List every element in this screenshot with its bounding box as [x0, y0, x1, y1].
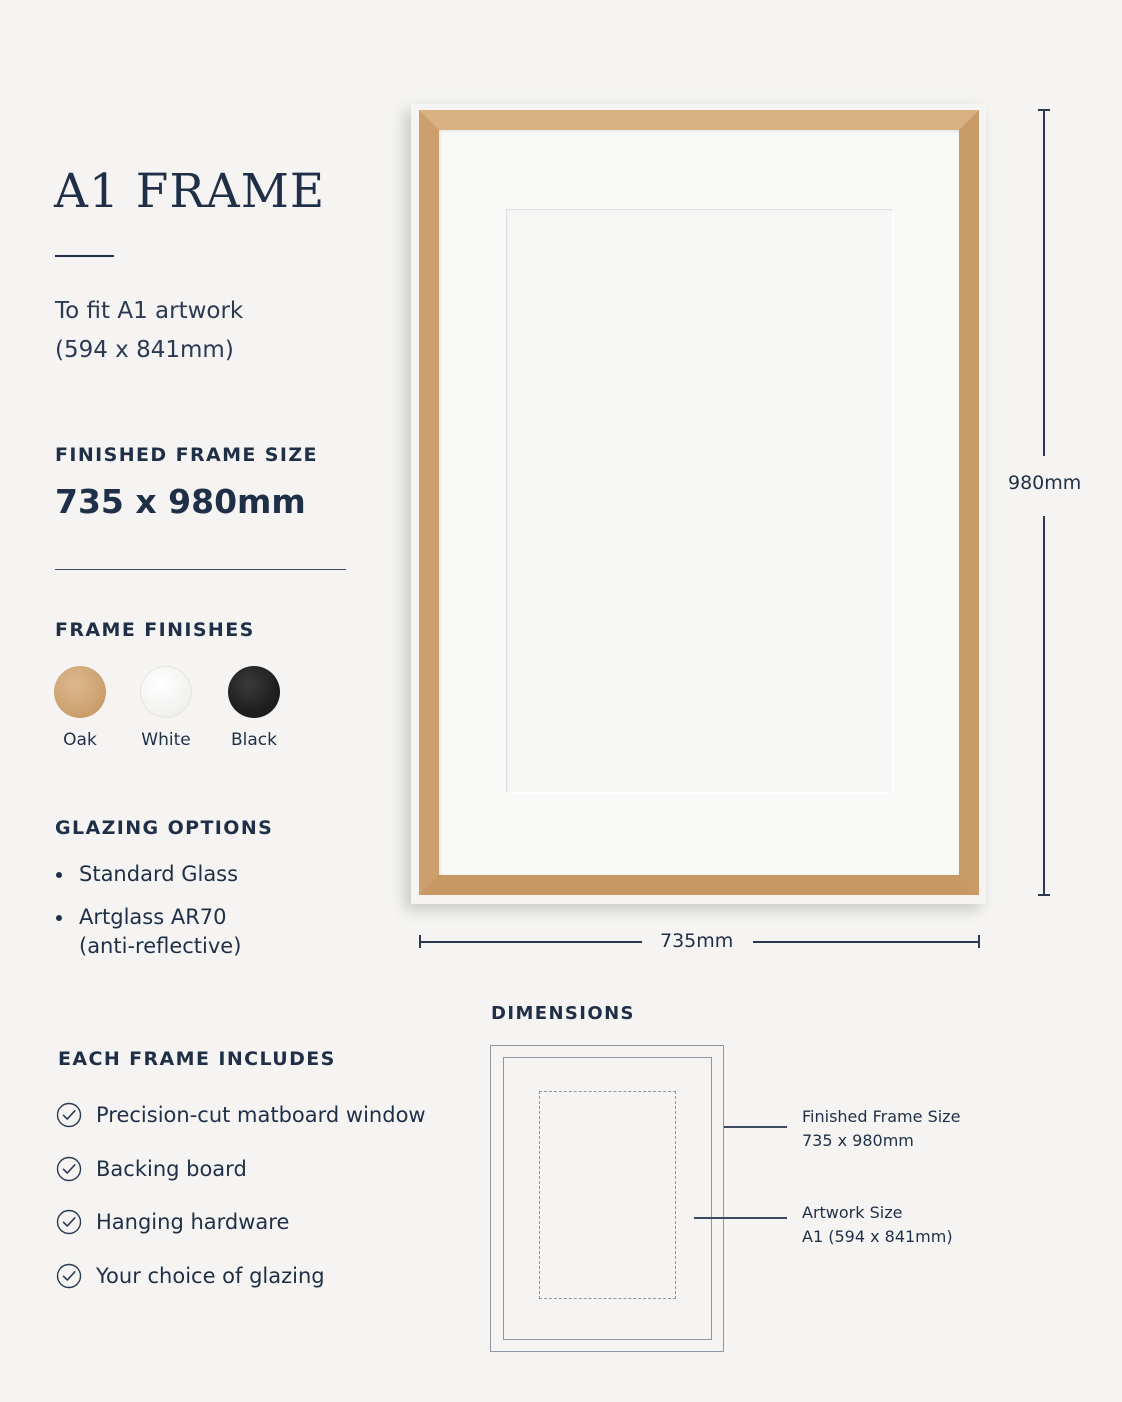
check-circle-icon — [56, 1209, 82, 1235]
black-swatch-label: Black — [231, 730, 277, 750]
width-dimension-cap-right — [978, 935, 980, 948]
width-dimension-label: 735mm — [660, 930, 734, 952]
finished-size-callout-value: 735 x 980mm — [802, 1131, 914, 1150]
glazing-options-heading: GLAZING OPTIONS — [55, 817, 274, 839]
artwork-fit-description — [55, 292, 243, 370]
frame-finishes-heading: FRAME FINISHES — [55, 619, 255, 641]
glazing-option-standard — [79, 860, 238, 889]
black-swatch[interactable] — [228, 666, 280, 718]
includes-item: Backing board — [96, 1157, 247, 1181]
glazing-option-label: Artglass AR70 — [79, 905, 227, 929]
matboard-window — [506, 209, 893, 793]
section-divider — [55, 569, 346, 570]
white-swatch[interactable] — [140, 666, 192, 718]
artwork-size-callout — [802, 1201, 953, 1249]
finished-size-callout-title: Finished Frame Size — [802, 1107, 961, 1126]
diagram-artwork-outline — [539, 1091, 676, 1299]
glazing-option-note: (anti-reflective) — [79, 934, 242, 958]
finished-size-heading: FINISHED FRAME SIZE — [55, 444, 318, 466]
oak-swatch-label: Oak — [63, 730, 97, 750]
artwork-size-leader-line — [694, 1217, 787, 1219]
artwork-size-callout-title: Artwork Size — [802, 1203, 903, 1222]
height-dimension-line-top — [1043, 109, 1045, 456]
includes-item: Your choice of glazing — [96, 1264, 325, 1288]
oak-swatch[interactable] — [54, 666, 106, 718]
artwork-fit-line: To fit A1 artwork — [55, 298, 244, 324]
finished-size-callout — [802, 1105, 960, 1153]
glazing-option-label: Standard Glass — [79, 862, 239, 886]
finished-size-leader-line — [724, 1126, 787, 1128]
frame-includes-heading: EACH FRAME INCLUDES — [58, 1048, 336, 1070]
check-circle-icon — [56, 1156, 82, 1182]
check-circle-icon — [56, 1263, 82, 1289]
width-dimension-line-right — [753, 941, 979, 943]
height-dimension-cap-bottom — [1038, 894, 1050, 896]
page-title: A1 FRAME — [54, 164, 326, 219]
finished-size-value: 735 x 980mm — [55, 482, 306, 521]
height-dimension-label: 980mm — [1008, 472, 1082, 494]
white-swatch-label: White — [141, 730, 191, 750]
title-underline — [55, 255, 114, 257]
bullet-icon — [56, 915, 62, 921]
dimensions-heading: DIMENSIONS — [491, 1003, 635, 1024]
artwork-size-line: (594 x 841mm) — [55, 337, 234, 363]
width-dimension-line-left — [419, 941, 642, 943]
includes-item: Hanging hardware — [96, 1210, 290, 1234]
artwork-size-callout-value: A1 (594 x 841mm) — [802, 1227, 953, 1246]
includes-item: Precision-cut matboard window — [96, 1103, 426, 1127]
height-dimension-line-bottom — [1043, 516, 1045, 895]
check-circle-icon — [56, 1102, 82, 1128]
bullet-icon — [56, 872, 62, 878]
glazing-option-artglass — [79, 903, 241, 961]
